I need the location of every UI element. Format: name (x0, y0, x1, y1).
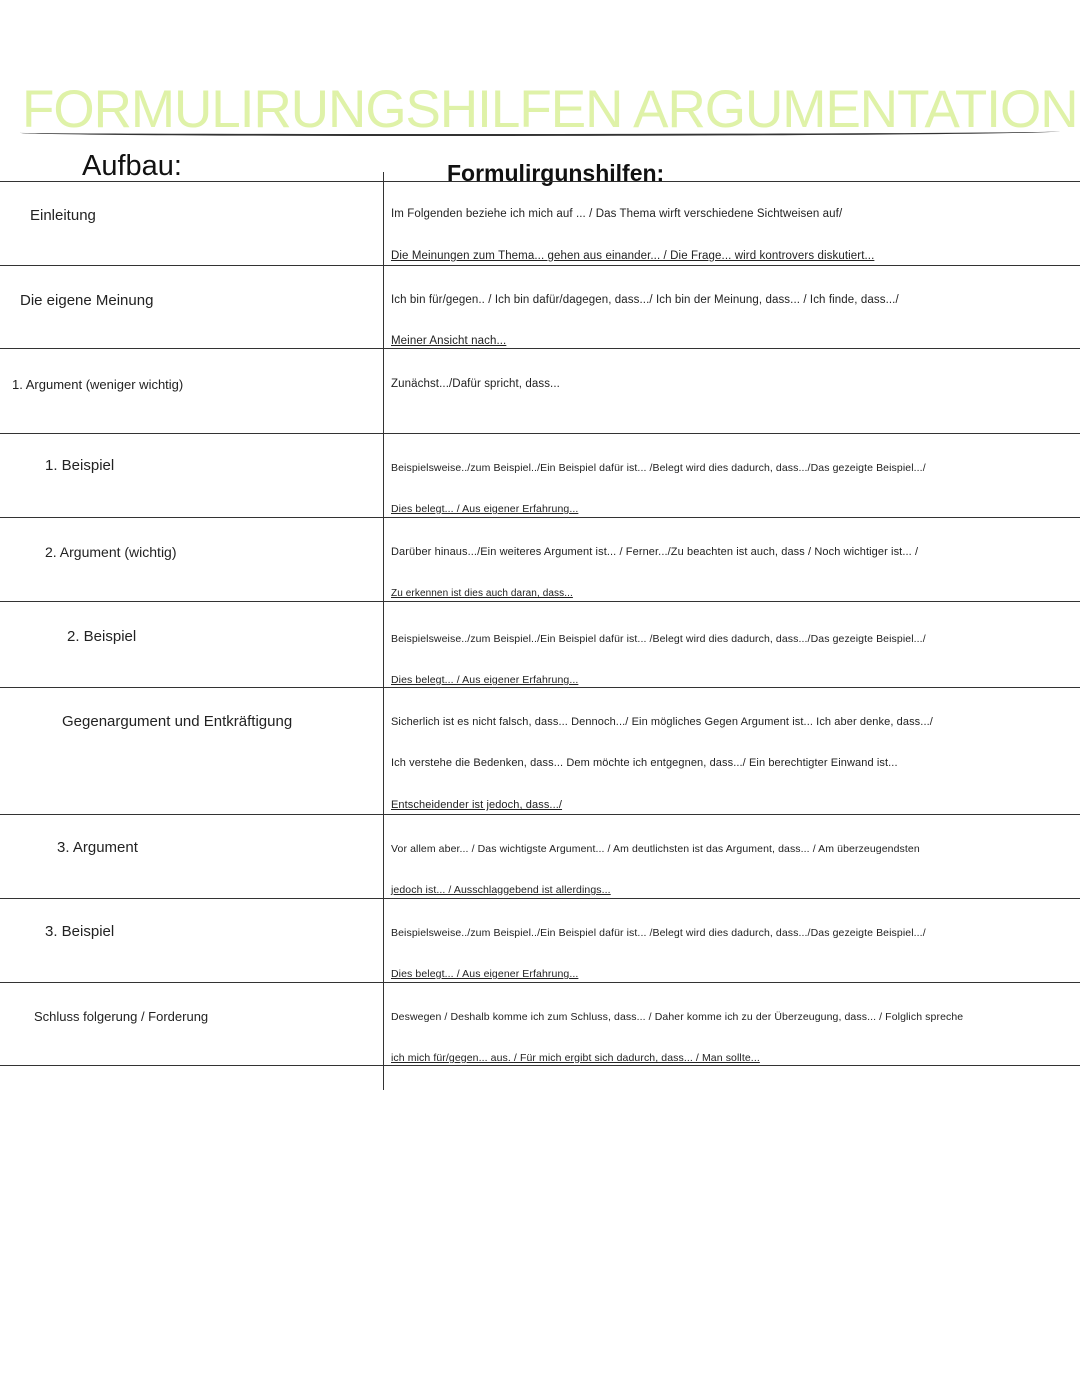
phrase-line: Zunächst.../Dafür spricht, dass... (391, 378, 560, 390)
row-label-beispiel-1: 1. Beispiel (45, 457, 115, 474)
divider (0, 348, 1080, 349)
row-label-eigene-meinung: Die eigene Meinung (20, 292, 154, 309)
column-header-phrases: Formulirgunshilfen: (447, 160, 665, 186)
phrase-line: Ich bin für/gegen.. / Ich bin dafür/dagegen, dass.../ Ich bin der Meinung, dass... / Ich finde, dass.../ (391, 294, 899, 306)
page-title: FORMULIRUNGSHILFEN ARGUMENTATION (22, 80, 1078, 139)
row-label-beispiel-3: 3. Beispiel (45, 923, 115, 940)
phrase-line: Beispielsweise../zum Beispiel../Ein Beispiel dafür ist... /Belegt wird dies dadurch, dass.../Das gezeigte Beispiel.../ (391, 633, 926, 645)
row-label-schluss: Schluss folgerung / Forderung (34, 1009, 209, 1024)
divider (0, 265, 1080, 266)
phrase-line: Die Meinungen zum Thema... gehen aus einander... / Die Frage... wird kontrovers diskutiert... (391, 250, 875, 262)
phrase-line: Dies belegt... / Aus eigener Erfahrung... (391, 968, 579, 980)
phrase-line: Vor allem aber... / Das wichtigste Argument... / Am deutlichsten ist das Argument, dass... / Am überzeugendsten (391, 843, 920, 855)
divider (0, 517, 1080, 518)
row-label-argument-2: 2. Argument (wichtig) (45, 544, 177, 560)
phrase-line: Darüber hinaus.../Ein weiteres Argument ist... / Ferner.../Zu beachten ist auch, dass / Noch wichtiger ist... / (391, 546, 919, 558)
divider (0, 982, 1080, 983)
phrase-line: ich mich für/gegen... aus. / Für mich ergibt sich dadurch, dass... / Man sollte... (391, 1052, 760, 1064)
phrase-line: Dies belegt... / Aus eigener Erfahrung... (391, 503, 579, 515)
phrase-line: Meiner Ansicht nach... (391, 335, 507, 347)
phrase-line: jedoch ist... / Ausschlaggebend ist allerdings... (391, 884, 611, 896)
phrase-line: Dies belegt... / Aus eigener Erfahrung... (391, 674, 579, 686)
row-label-argument-1: 1. Argument (weniger wichtig) (12, 377, 184, 392)
phrase-line: Sicherlich ist es nicht falsch, dass... Dennoch.../ Ein mögliches Gegen Argument ist... Ich aber denke, dass.../ (391, 716, 933, 728)
phrase-line: Beispielsweise../zum Beispiel../Ein Beispiel dafür ist... /Belegt wird dies dadurch, dass.../Das gezeigte Beispiel.../ (391, 927, 926, 939)
divider (0, 814, 1080, 815)
column-header-structure: Aufbau: (82, 150, 182, 182)
phrase-line: Entscheidender ist jedoch, dass.../ (391, 799, 563, 811)
divider (0, 601, 1080, 602)
phrase-line: Ich verstehe die Bedenken, dass... Dem möchte ich entgegnen, dass.../ Ein berechtigter Einwand ist... (391, 757, 898, 769)
row-label-beispiel-2: 2. Beispiel (67, 628, 137, 645)
divider (0, 181, 1080, 182)
row-label-gegenargument: Gegenargument und Entkräftigung (62, 713, 293, 730)
phrase-line: Beispielsweise../zum Beispiel../Ein Beispiel dafür ist... /Belegt wird dies dadurch, dass.../Das gezeigte Beispiel.../ (391, 462, 926, 474)
phrase-line: Im Folgenden beziehe ich mich auf ... / Das Thema wirft verschiedene Sichtweisen auf/ (391, 208, 843, 220)
divider (0, 687, 1080, 688)
phrase-line: Deswegen / Deshalb komme ich zum Schluss, dass... / Daher komme ich zu der Überzeugung, dass... / Folglich spreche (391, 1011, 964, 1023)
row-label-argument-3: 3. Argument (57, 839, 138, 856)
column-divider (383, 172, 384, 1090)
divider (0, 1065, 1080, 1066)
divider (0, 898, 1080, 899)
phrase-line: Zu erkennen ist dies auch daran, dass... (391, 588, 573, 599)
divider (0, 433, 1080, 434)
row-label-einleitung: Einleitung (30, 207, 96, 224)
